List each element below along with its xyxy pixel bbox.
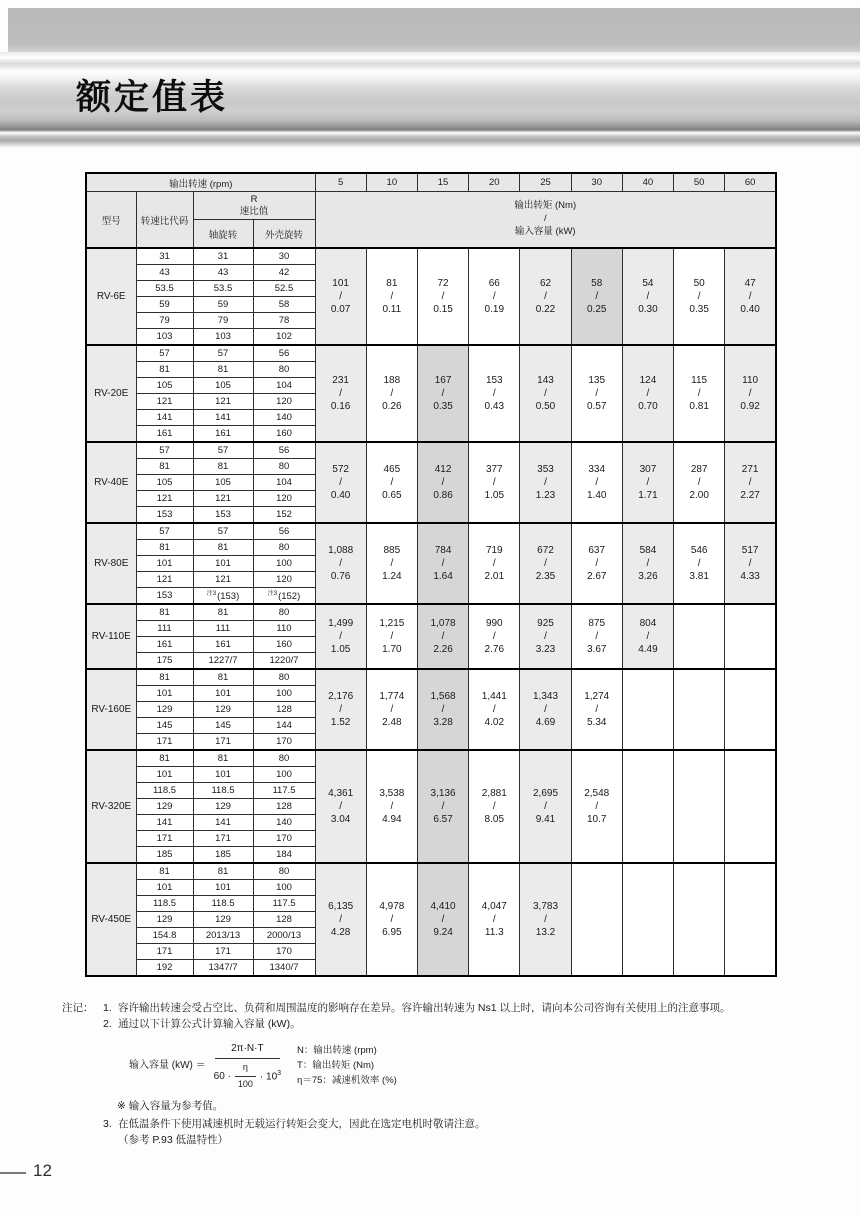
ratio-cell: 121 xyxy=(136,572,193,588)
torque-capacity-cell: 135 / 0.57 xyxy=(571,345,622,442)
ratio-cell: 121 xyxy=(136,394,193,410)
torque-capacity-cell: 517 / 4.33 xyxy=(725,523,776,604)
ratio-cell: 101 xyxy=(136,556,193,572)
ratio-cell: 120 xyxy=(253,394,315,410)
ratio-cell: 31 xyxy=(136,248,193,265)
notes-body xyxy=(103,1000,731,1149)
torque-capacity-cell: 1,441 / 4.02 xyxy=(469,669,520,750)
ratio-cell: 101 xyxy=(193,686,253,702)
ratio-cell: 56 xyxy=(253,523,315,540)
top-banner-block xyxy=(8,8,860,52)
torque-capacity-cell: 875 / 3.67 xyxy=(571,604,622,669)
ratio-cell: 104 xyxy=(253,378,315,394)
ratio-cell: 52.5 xyxy=(253,281,315,297)
case-rotation-header: 外壳旋转 xyxy=(253,220,315,249)
model-col-header: 型号 xyxy=(86,192,136,249)
ratio-cell: 100 xyxy=(253,880,315,896)
ratio-cell: 100 xyxy=(253,767,315,783)
ratio-cell: 111 xyxy=(136,621,193,637)
ratio-cell: 170 xyxy=(253,831,315,847)
ratio-cell: 160 xyxy=(253,426,315,443)
torque-capacity-cell: 804 / 4.49 xyxy=(622,604,673,669)
torque-capacity-cell: 167 / 0.35 xyxy=(417,345,468,442)
ratio-cell: 57 xyxy=(136,345,193,362)
torque-capacity-cell: 124 / 0.70 xyxy=(622,345,673,442)
ratio-cell: 110 xyxy=(253,621,315,637)
torque-capacity-cell: 1,499 / 1.05 xyxy=(315,604,366,669)
ratings-table-header xyxy=(86,173,776,248)
ratio-cell: 120 xyxy=(253,491,315,507)
ratio-cell: 171 xyxy=(136,734,193,751)
torque-capacity-header: 输出转矩 (Nm) / 输入容量 (kW) xyxy=(315,192,776,249)
ratio-cell: 153 xyxy=(136,588,193,605)
ratio-cell: 57 xyxy=(136,442,193,459)
torque-capacity-cell: 307 / 1.71 xyxy=(622,442,673,523)
note-1: 1. 容许输出转速会受占空比、负荷和周围温度的影响存在差异。容许输出转速为 Ns1 以上时，请向本公司咨询有关使用上的注意事项。 xyxy=(103,1002,731,1014)
torque-capacity-cell: 1,774 / 2.48 xyxy=(366,669,417,750)
ratio-cell: 78 xyxy=(253,313,315,329)
ratio-cell: 81 xyxy=(193,540,253,556)
torque-capacity-cell: 115 / 0.81 xyxy=(674,345,725,442)
torque-capacity-cell: 231 / 0.16 xyxy=(315,345,366,442)
torque-capacity-cell: 1,343 / 4.69 xyxy=(520,669,571,750)
ratio-cell: $^{注3}$(153) xyxy=(193,588,253,605)
torque-capacity-cell: 50 / 0.35 xyxy=(674,248,725,345)
ratio-cell: 129 xyxy=(136,702,193,718)
speed-col-header: 25 xyxy=(520,173,571,192)
ratio-cell: 80 xyxy=(253,669,315,686)
input-capacity-formula xyxy=(129,1041,731,1092)
ratio-cell: 104 xyxy=(253,475,315,491)
model-name: RV-320E xyxy=(86,750,136,863)
torque-capacity-cell: 637 / 2.67 xyxy=(571,523,622,604)
reference-note: ※ 输入容量为参考值。 xyxy=(117,1099,224,1112)
ratio-cell: 129 xyxy=(136,799,193,815)
torque-capacity-cell: 412 / 0.86 xyxy=(417,442,468,523)
page-title: 额定值表 xyxy=(76,78,229,117)
ratio-cell: 2013/13 xyxy=(193,928,253,944)
ratio-cell: 105 xyxy=(136,475,193,491)
ratio-cell: 57 xyxy=(193,442,253,459)
ratio-cell: 128 xyxy=(253,702,315,718)
torque-capacity-cell: 1,568 / 3.28 xyxy=(417,669,468,750)
ratio-cell: 81 xyxy=(136,540,193,556)
ratio-cell: 81 xyxy=(136,669,193,686)
torque-capacity-cell: 287 / 2.00 xyxy=(674,442,725,523)
torque-capacity-cell: 153 / 0.43 xyxy=(469,345,520,442)
torque-capacity-cell: 4,361 / 3.04 xyxy=(315,750,366,863)
ratio-cell: 128 xyxy=(253,912,315,928)
ratio-cell: 105 xyxy=(193,475,253,491)
model-name: RV-160E xyxy=(86,669,136,750)
ratio-cell: 80 xyxy=(253,540,315,556)
torque-capacity-cell: 465 / 0.65 xyxy=(366,442,417,523)
ratio-cell: 120 xyxy=(253,572,315,588)
ratio-cell: 129 xyxy=(136,912,193,928)
torque-capacity-cell: 572 / 0.40 xyxy=(315,442,366,523)
torque-capacity-cell: 2,176 / 1.52 xyxy=(315,669,366,750)
ratio-cell: 80 xyxy=(253,604,315,621)
ratio-cell: 100 xyxy=(253,686,315,702)
ratio-cell: 145 xyxy=(136,718,193,734)
torque-capacity-cell: 188 / 0.26 xyxy=(366,345,417,442)
model-name: RV-40E xyxy=(86,442,136,523)
ratio-cell: 141 xyxy=(136,410,193,426)
page-number: 12 xyxy=(33,1161,52,1180)
ratio-cell: 1347/7 xyxy=(193,960,253,977)
ratio-cell: 141 xyxy=(136,815,193,831)
ratio-cell: $^{注3}$(152) xyxy=(253,588,315,605)
torque-capacity-cell: 3,783 / 13.2 xyxy=(520,863,571,976)
note-3-reference: （参考 P.93 低温特性） xyxy=(118,1134,229,1147)
ratio-cell: 81 xyxy=(136,604,193,621)
torque-capacity-cell: 4,978 / 6.95 xyxy=(366,863,417,976)
torque-capacity-cell: 2,548 / 10.7 xyxy=(571,750,622,863)
ratio-cell: 170 xyxy=(253,734,315,751)
ratio-cell: 141 xyxy=(193,815,253,831)
torque-capacity-cell: 101 / 0.07 xyxy=(315,248,366,345)
ratio-cell: 161 xyxy=(193,637,253,653)
ratio-cell: 81 xyxy=(193,604,253,621)
torque-capacity-cell: 62 / 0.22 xyxy=(520,248,571,345)
ratio-cell: 101 xyxy=(193,767,253,783)
ratio-cell: 81 xyxy=(136,863,193,880)
ratio-cell: 121 xyxy=(193,394,253,410)
ratio-cell: 30 xyxy=(253,248,315,265)
ratio-cell: 1227/7 xyxy=(193,653,253,670)
ratio-cell: 145 xyxy=(193,718,253,734)
ratio-cell: 80 xyxy=(253,362,315,378)
ratio-cell: 171 xyxy=(193,831,253,847)
torque-capacity-cell: 377 / 1.05 xyxy=(469,442,520,523)
torque-capacity-cell xyxy=(571,863,622,976)
speed-col-header: 60 xyxy=(725,173,776,192)
ratio-cell: 171 xyxy=(136,831,193,847)
ratio-cell: 53.5 xyxy=(193,281,253,297)
ratio-cell: 103 xyxy=(193,329,253,346)
torque-capacity-cell: 4,047 / 11.3 xyxy=(469,863,520,976)
ratio-cell: 43 xyxy=(193,265,253,281)
model-name: RV-110E xyxy=(86,604,136,669)
torque-capacity-cell: 3,136 / 6.57 xyxy=(417,750,468,863)
torque-capacity-cell: 47 / 0.40 xyxy=(725,248,776,345)
ratio-cell: 100 xyxy=(253,556,315,572)
ratio-cell: 185 xyxy=(193,847,253,864)
ratio-cell: 121 xyxy=(193,572,253,588)
torque-capacity-cell: 3,538 / 4.94 xyxy=(366,750,417,863)
ratio-cell: 101 xyxy=(136,880,193,896)
ratio-cell: 121 xyxy=(136,491,193,507)
speed-col-header: 40 xyxy=(622,173,673,192)
ratio-cell: 81 xyxy=(193,362,253,378)
ratio-cell: 144 xyxy=(253,718,315,734)
torque-capacity-cell: 334 / 1.40 xyxy=(571,442,622,523)
torque-capacity-cell xyxy=(725,863,776,976)
torque-capacity-cell xyxy=(622,863,673,976)
ratio-cell: 192 xyxy=(136,960,193,977)
ratio-cell: 171 xyxy=(193,734,253,751)
ratio-cell: 153 xyxy=(193,507,253,524)
ratio-cell: 59 xyxy=(136,297,193,313)
model-name: RV-80E xyxy=(86,523,136,604)
speed-col-header: 10 xyxy=(366,173,417,192)
note-2: 2. 通过以下计算公式计算输入容量 (kW)。 xyxy=(103,1018,301,1031)
shaft-rotation-header: 轴旋转 xyxy=(193,220,253,249)
note-3: 3. 在低温条件下使用减速机时无载运行转矩会变大，因此在选定电机时敬请注意。 xyxy=(103,1118,486,1131)
torque-capacity-cell: 58 / 0.25 xyxy=(571,248,622,345)
torque-capacity-cell xyxy=(725,750,776,863)
torque-capacity-cell: 1,088 / 0.76 xyxy=(315,523,366,604)
ratio-cell: 161 xyxy=(193,426,253,443)
eta-fraction: $\frac{\eta}{100}$ xyxy=(235,1061,256,1092)
ratio-cell: 101 xyxy=(136,686,193,702)
torque-capacity-cell: 885 / 1.24 xyxy=(366,523,417,604)
torque-capacity-cell xyxy=(674,863,725,976)
torque-capacity-cell: 1,274 / 5.34 xyxy=(571,669,622,750)
ratio-cell: 117.5 xyxy=(253,783,315,799)
speed-col-header: 20 xyxy=(469,173,520,192)
ratio-cell: 1340/7 xyxy=(253,960,315,977)
ratio-cell: 81 xyxy=(193,863,253,880)
ratio-cell: 42 xyxy=(253,265,315,281)
torque-capacity-cell: 719 / 2.01 xyxy=(469,523,520,604)
ratio-value-col-header: R 速比值 xyxy=(193,192,315,220)
ratio-cell: 81 xyxy=(193,459,253,475)
torque-capacity-cell: 143 / 0.50 xyxy=(520,345,571,442)
torque-capacity-cell: 54 / 0.30 xyxy=(622,248,673,345)
torque-capacity-cell: 784 / 1.64 xyxy=(417,523,468,604)
torque-capacity-cell: 546 / 3.81 xyxy=(674,523,725,604)
notes-section xyxy=(62,1000,837,1149)
ratio-cell: 81 xyxy=(136,750,193,767)
ratio-cell: 152 xyxy=(253,507,315,524)
page-number-rule xyxy=(0,1172,26,1174)
ratio-cell: 154.8 xyxy=(136,928,193,944)
torque-capacity-cell: 72 / 0.15 xyxy=(417,248,468,345)
ratings-table xyxy=(85,172,777,977)
formula-fraction: 2π·N·T 60 · $\frac{\eta}{100}$ · $10^3$ xyxy=(214,1041,281,1092)
ratio-cell: 121 xyxy=(193,491,253,507)
torque-capacity-cell xyxy=(674,750,725,863)
ratio-cell: 81 xyxy=(136,459,193,475)
ratio-cell: 80 xyxy=(253,459,315,475)
formula-lhs: 输入容量 (kW) ＝ xyxy=(129,1060,206,1072)
ratio-cell: 101 xyxy=(136,767,193,783)
torque-capacity-cell: 672 / 2.35 xyxy=(520,523,571,604)
torque-capacity-cell xyxy=(674,604,725,669)
torque-capacity-cell xyxy=(674,669,725,750)
ratio-cell: 57 xyxy=(136,523,193,540)
model-name: RV-450E xyxy=(86,863,136,976)
ratio-cell: 1220/7 xyxy=(253,653,315,670)
torque-capacity-cell: 6,135 / 4.28 xyxy=(315,863,366,976)
ratio-cell: 153 xyxy=(136,507,193,524)
torque-capacity-cell: 990 / 2.76 xyxy=(469,604,520,669)
ratio-cell: 129 xyxy=(193,912,253,928)
ratio-cell: 160 xyxy=(253,637,315,653)
ratio-cell: 161 xyxy=(136,637,193,653)
speed-col-header: 5 xyxy=(315,173,366,192)
ratio-cell: 101 xyxy=(193,880,253,896)
torque-capacity-cell xyxy=(725,604,776,669)
ratio-cell: 140 xyxy=(253,815,315,831)
torque-capacity-cell: 271 / 2.27 xyxy=(725,442,776,523)
ratio-cell: 184 xyxy=(253,847,315,864)
ratio-cell: 57 xyxy=(193,345,253,362)
torque-capacity-cell: 925 / 3.23 xyxy=(520,604,571,669)
speed-col-header: 50 xyxy=(674,173,725,192)
torque-capacity-cell xyxy=(622,669,673,750)
ratio-cell: 171 xyxy=(136,944,193,960)
ratio-cell: 105 xyxy=(193,378,253,394)
ratio-cell: 161 xyxy=(136,426,193,443)
torque-capacity-cell: 81 / 0.11 xyxy=(366,248,417,345)
torque-capacity-cell: 4,410 / 9.24 xyxy=(417,863,468,976)
ratio-cell: 56 xyxy=(253,345,315,362)
ratio-cell: 101 xyxy=(193,556,253,572)
torque-capacity-cell: 353 / 1.23 xyxy=(520,442,571,523)
ratio-cell: 103 xyxy=(136,329,193,346)
formula-legend: N：输出转速 (rpm) T：输出转矩 (Nm) η＝75：减速机效率 (%) xyxy=(297,1045,397,1086)
ratio-cell: 57 xyxy=(193,523,253,540)
ratio-cell: 140 xyxy=(253,410,315,426)
ratio-cell: 81 xyxy=(193,750,253,767)
ratio-cell: 80 xyxy=(253,863,315,880)
ratio-cell: 141 xyxy=(193,410,253,426)
torque-capacity-cell: 584 / 3.26 xyxy=(622,523,673,604)
ratio-cell: 53.5 xyxy=(136,281,193,297)
speed-col-header: 30 xyxy=(571,173,622,192)
ratio-cell: 31 xyxy=(193,248,253,265)
ratio-cell: 102 xyxy=(253,329,315,346)
ratio-cell: 118.5 xyxy=(136,783,193,799)
title-banner xyxy=(0,52,860,148)
model-name: RV-6E xyxy=(86,248,136,345)
ratio-cell: 117.5 xyxy=(253,896,315,912)
model-name: RV-20E xyxy=(86,345,136,442)
torque-capacity-cell: 1,215 / 1.70 xyxy=(366,604,417,669)
torque-capacity-cell: 110 / 0.92 xyxy=(725,345,776,442)
ratio-cell: 2000/13 xyxy=(253,928,315,944)
ratio-cell: 81 xyxy=(136,362,193,378)
ratio-cell: 118.5 xyxy=(193,783,253,799)
ratio-cell: 171 xyxy=(193,944,253,960)
ratio-cell: 43 xyxy=(136,265,193,281)
torque-capacity-cell: 1,078 / 2.26 xyxy=(417,604,468,669)
speed-col-header: 15 xyxy=(417,173,468,192)
torque-capacity-cell xyxy=(622,750,673,863)
ratings-table-body xyxy=(86,248,776,976)
ratio-cell: 118.5 xyxy=(136,896,193,912)
ratio-cell: 105 xyxy=(136,378,193,394)
ratio-cell: 175 xyxy=(136,653,193,670)
ratio-cell: 129 xyxy=(193,799,253,815)
output-speed-header: 输出转速 (rpm) xyxy=(86,173,315,192)
ratio-cell: 128 xyxy=(253,799,315,815)
ratio-cell: 58 xyxy=(253,297,315,313)
notes-label: 注记： xyxy=(62,1002,94,1014)
ratio-cell: 118.5 xyxy=(193,896,253,912)
ratio-cell: 56 xyxy=(253,442,315,459)
ratio-cell: 111 xyxy=(193,621,253,637)
ratio-cell: 59 xyxy=(193,297,253,313)
torque-capacity-cell xyxy=(725,669,776,750)
ratio-cell: 79 xyxy=(136,313,193,329)
ratio-code-col-header: 转速比代码 xyxy=(136,192,193,249)
ratio-cell: 129 xyxy=(193,702,253,718)
ratio-cell: 185 xyxy=(136,847,193,864)
ratio-cell: 80 xyxy=(253,750,315,767)
ratio-cell: 81 xyxy=(193,669,253,686)
torque-capacity-cell: 66 / 0.19 xyxy=(469,248,520,345)
torque-capacity-cell: 2,695 / 9.41 xyxy=(520,750,571,863)
ratio-cell: 79 xyxy=(193,313,253,329)
torque-capacity-cell: 2,881 / 8.05 xyxy=(469,750,520,863)
ratio-cell: 170 xyxy=(253,944,315,960)
